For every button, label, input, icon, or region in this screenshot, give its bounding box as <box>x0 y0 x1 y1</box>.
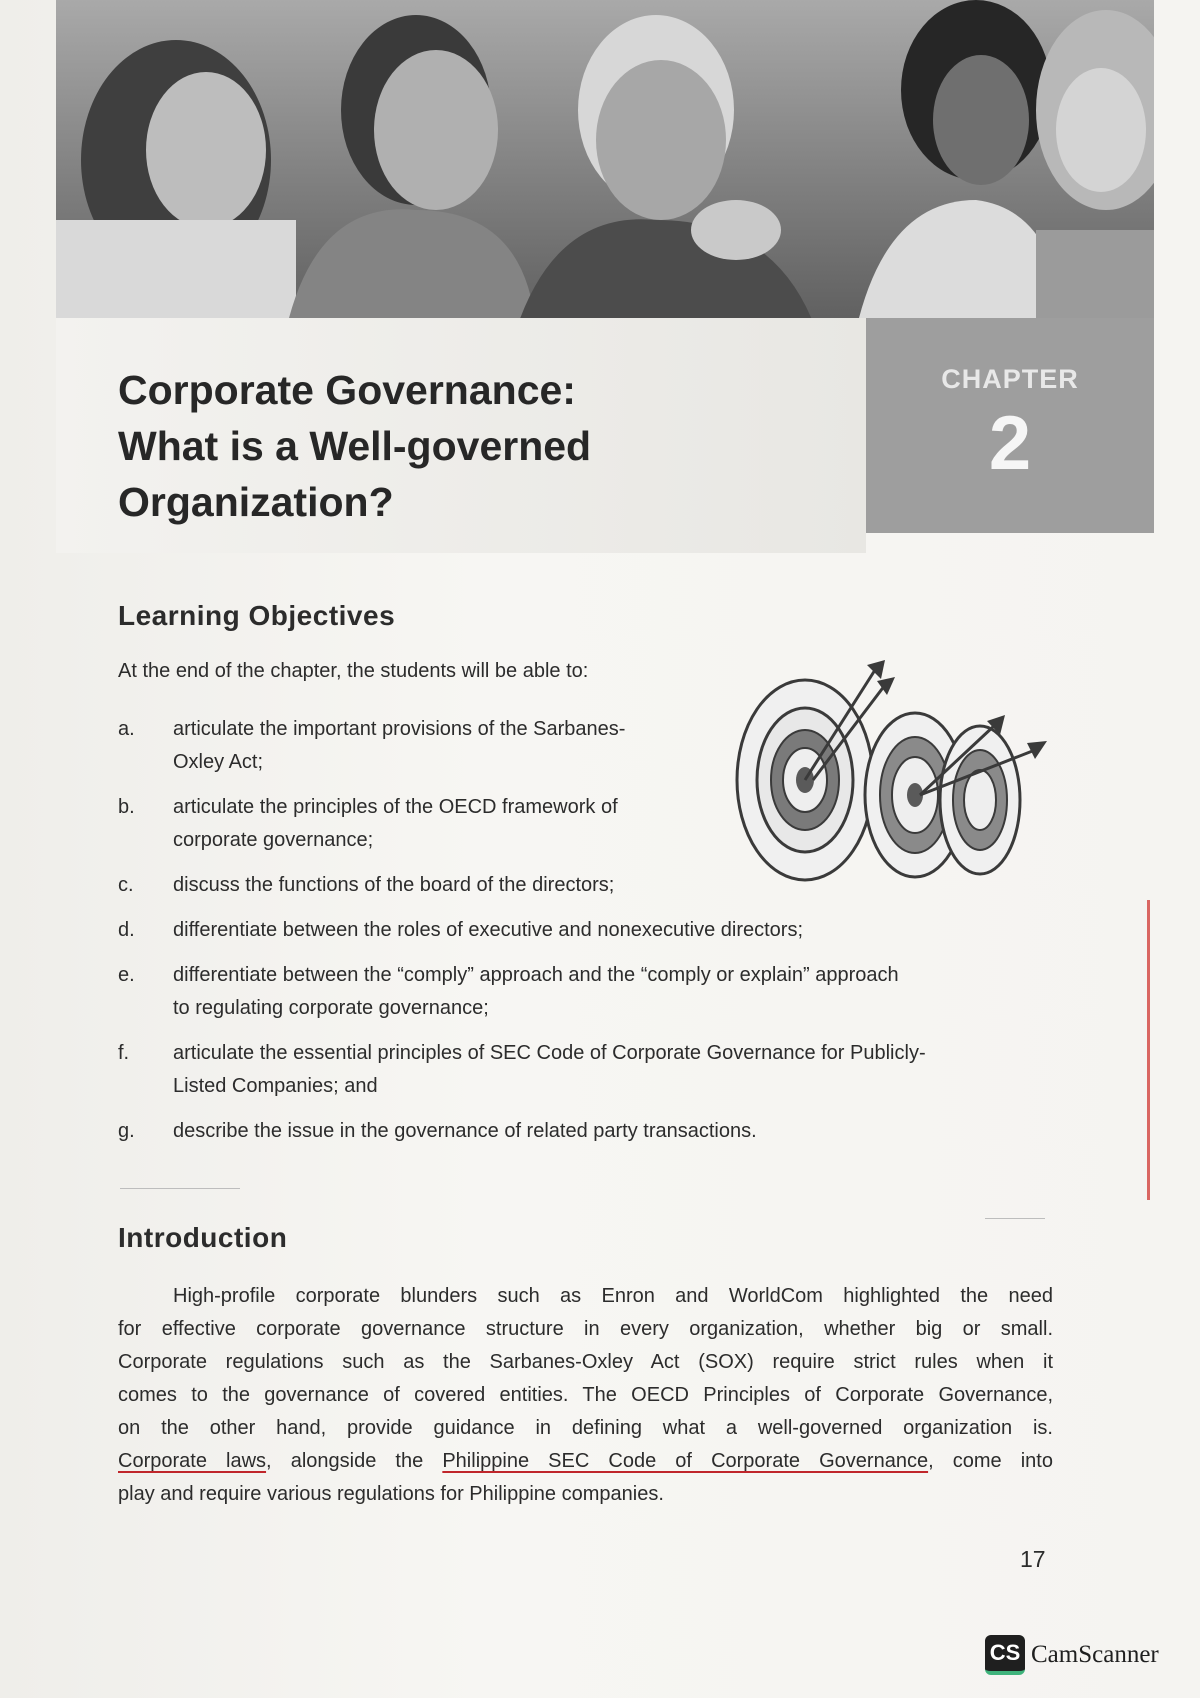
header-photo <box>56 0 1154 330</box>
list-item-text: articulate the essential principles of SEC Code of Corporate Governance for Publicly- <box>173 1042 926 1064</box>
chapter-number: 2 <box>988 401 1032 486</box>
chapter-title-line: Corporate Governance: <box>118 367 576 413</box>
camscanner-logo-icon: CS <box>985 1635 1025 1675</box>
list-item <box>118 869 1063 902</box>
list-item-letter: f. <box>118 1042 130 1064</box>
paragraph-text: , alongside the <box>266 1450 443 1472</box>
chapter-label: CHAPTER <box>941 364 1079 394</box>
chapter-title <box>118 362 758 530</box>
list-item-text: differentiate between the “comply” approach and the “comply or explain” approach <box>173 964 899 986</box>
list-item-text: to regulating corporate governance; <box>173 997 489 1019</box>
list-item-letter: d. <box>118 919 135 941</box>
list-item-text: corporate governance; <box>173 829 374 851</box>
list-item-text: articulate the principles of the OECD framework of <box>173 796 618 818</box>
learning-objectives-heading: Learning Objectives <box>118 600 396 631</box>
underlined-text: Corporate laws <box>118 1450 267 1472</box>
list-item <box>118 791 1063 857</box>
list-item <box>118 914 1063 947</box>
list-item <box>118 1037 1063 1103</box>
paragraph-line: for effective corporate governance structure in every organization, whether big or small. <box>118 1318 1053 1340</box>
list-item-letter: g. <box>118 1120 135 1142</box>
paragraph-line: play and require various regulations for Philippine companies. <box>118 1483 664 1505</box>
objectives-intro: At the end of the chapter, the students will be able to: <box>118 660 589 682</box>
list-item-letter: a. <box>118 718 135 740</box>
list-item <box>118 959 1063 1025</box>
list-item-text: discuss the functions of the board of the directors; <box>173 874 615 896</box>
underlined-text: Philippine SEC Code of Corporate Governance <box>442 1450 929 1472</box>
paragraph-line: Corporate regulations such as the Sarbanes-Oxley Act (SOX) require strict rules when it <box>118 1351 1053 1373</box>
list-item-letter: b. <box>118 796 135 818</box>
introduction-paragraph <box>118 1280 1053 1511</box>
list-item <box>118 1115 1063 1148</box>
list-item-letter: c. <box>118 874 134 896</box>
divider <box>985 1218 1045 1219</box>
list-item-text: describe the issue in the governance of related party transactions. <box>173 1120 757 1142</box>
chapter-badge <box>866 318 1154 533</box>
paragraph-line: High-profile corporate blunders such as Enron and WorldCom highlighted the need <box>173 1285 1053 1307</box>
objectives-list <box>118 713 1063 1160</box>
people-meeting-photo <box>56 0 1154 330</box>
camscanner-watermark <box>985 1635 1159 1675</box>
chapter-title-line: Organization? <box>118 479 394 525</box>
list-item-text: Listed Companies; and <box>173 1075 378 1097</box>
list-item <box>118 713 1063 779</box>
page-edge-mark <box>1147 900 1150 1200</box>
list-item-text: differentiate between the roles of executive and nonexecutive directors; <box>173 919 804 941</box>
page-number: 17 <box>1020 1546 1046 1572</box>
paragraph-line: comes to the governance of covered entities. The OECD Principles of Corporate Governance, <box>118 1384 1053 1406</box>
list-item-letter: e. <box>118 964 135 986</box>
paragraph-line <box>118 1445 1053 1478</box>
chapter-title-line: What is a Well-governed <box>118 423 592 469</box>
introduction-heading: Introduction <box>118 1222 288 1253</box>
paragraph-line: on the other hand, provide guidance in defining what a well-governed organization is. <box>118 1417 1053 1439</box>
list-item-text: articulate the important provisions of the Sarbanes- <box>173 718 626 740</box>
divider <box>120 1188 240 1189</box>
paragraph-text: , come into <box>928 1450 1053 1472</box>
camscanner-name: CamScanner <box>1031 1641 1159 1668</box>
list-item-text: Oxley Act; <box>173 751 264 773</box>
